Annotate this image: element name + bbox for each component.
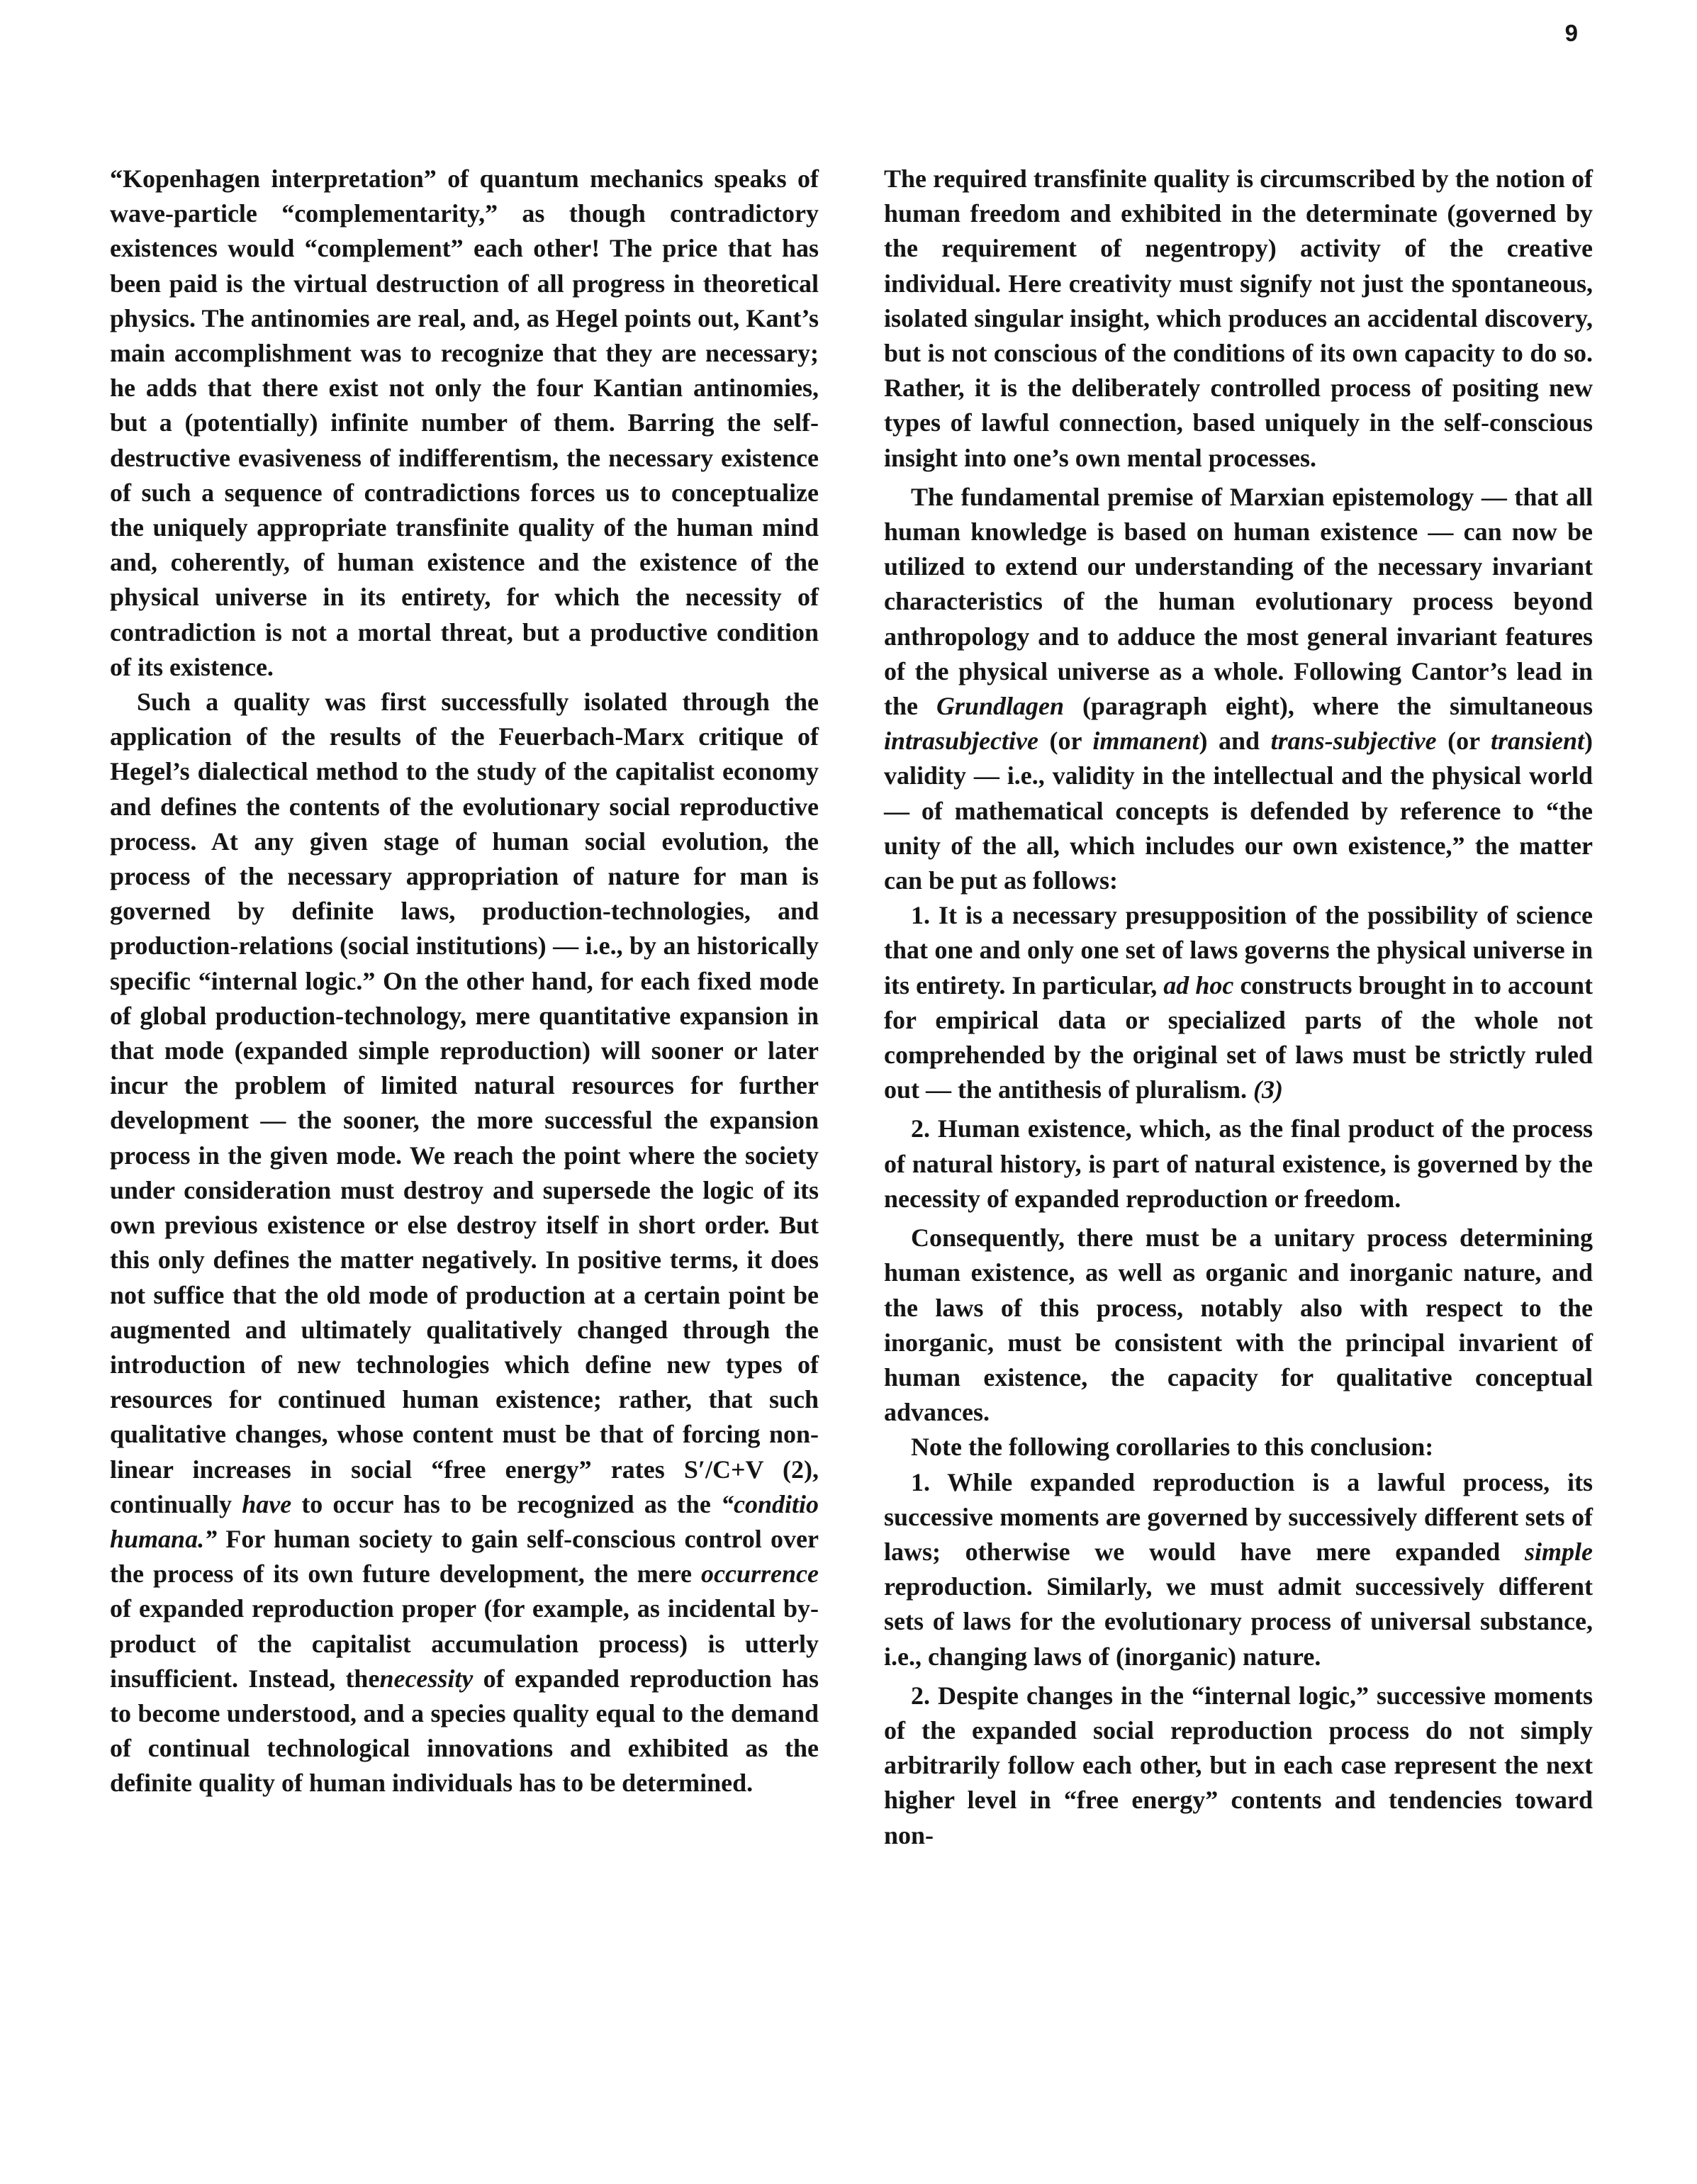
- paragraph: [110, 685, 819, 1801]
- text-run: ) validity — i.e., validity in the intellectual and the physical world — of mathematical concepts is defended by reference to “the unity of the all, which includes our own existence,” the matter can be put as follows:: [884, 727, 1594, 895]
- text-run: Such a quality was first successfully isolated through the application of the results of the Feuerbach-Marx critique of Hegel’s dialectical method to the study of the capitalist economy and defines the contents of the evolutionary social reproductive process. At any given stage of human social evolution, the process of the necessary appropriation of nature for man is governed by definite laws, production-technologies, and production-relations (social institutions) — i.e., by an historically specific “internal logic.” On the other hand, for each fixed mode of global production-technology, mere quantitative expansion in that mode (expanded simple reproduction) will sooner or later incur the problem of limited natural resources for further development — the sooner, the more successful the expansion process in the given mode. We reach the point where the society under consideration must destroy and supersede the logic of its own previous existence or else destroy itself in short order. But this only defines the matter negatively. In positive terms, it does not suffice that the old mode of production at a certain point be augmented and ultimately qualitatively changed through the introduction of new technologies which define new types of resources for continued human existence; rather, that such qualitative changes, whose content must be that of forcing non-linear increases in social “free energy” rates S′/C+V (2), continually: [110, 688, 819, 1518]
- text-run: to occur has to be recognized as the: [301, 1489, 711, 1518]
- emphasis: Grundlagen: [936, 692, 1064, 721]
- citation: (3): [1253, 1075, 1284, 1104]
- text-run: of expanded reproduction has to become understood, and a species quality equal to the demand of continual technological innovations and exhibited as the definite quality of human individuals has to be determined.: [110, 1664, 819, 1798]
- text-run: (or: [1447, 727, 1480, 756]
- text-run: (paragraph eight), where the simultaneous: [1082, 692, 1594, 721]
- right-column: [884, 162, 1593, 1853]
- paragraph: [884, 1465, 1593, 1674]
- emphasis: trans-subjective: [1270, 727, 1437, 756]
- emphasis: necessity: [379, 1664, 474, 1693]
- emphasis: transient: [1490, 727, 1585, 756]
- text-run: 1. While expanded reproduction is a lawful process, its successive moments are governed by successively different sets of laws; otherwise we would have mere expanded: [884, 1467, 1593, 1566]
- paragraph: 2. Human existence, which, as the final product of the process of natural history, is part of natural existence, is governed by the necessity of expanded reproduction or freedom.: [884, 1114, 1593, 1213]
- emphasis: immanent: [1092, 727, 1199, 756]
- paragraph: 2. Despite changes in the “internal logic,” successive moments of the expanded social reproduction process do not simply arbitrarily follow each other, but in each case represent the next higher level in “free energy” contents and tendencies toward non-: [884, 1681, 1593, 1849]
- text-run: (or: [1049, 727, 1082, 756]
- emphasis: simple: [1525, 1537, 1593, 1566]
- emphasis: ad hoc: [1163, 970, 1234, 999]
- text-run: The fundamental premise of Marxian epistemology — that all human knowledge is based on human existence — can now be utilized to extend our understanding of the necessary invariant characteristics of the human evolutionary process beyond anthropology and to adduce the most general invariant features of the physical universe as a whole. Following Cantor’s lead in the: [884, 482, 1593, 721]
- paragraph: [884, 898, 1593, 1107]
- paragraph: [884, 480, 1593, 898]
- page-number: 9: [1564, 20, 1578, 46]
- paragraph: Note the following corollaries to this conclusion:: [911, 1433, 1434, 1462]
- paragraph: The required transfinite quality is circumscribed by the notion of human freedom and exhibited in the determinate (governed by the requirement of negentropy) activity of the creative individual. Here creativity must signify not just the spontaneous, isolated singular insight, which produces an accidental discovery, but is not conscious of the conditions of its own capacity to do so. Rather, it is the deliberately controlled process of positing new types of lawful connection, based uniquely in the self-conscious insight into one’s own mental processes.: [884, 164, 1593, 472]
- text-run: ) and: [1199, 727, 1260, 756]
- text-run: of expanded reproduction proper (for example, as incidental by-product of the capitalist accumulation process) is utterly insufficient. Instead, the: [110, 1594, 819, 1693]
- emphasis: occurrence: [701, 1559, 819, 1589]
- text-run: 1. It is a necessary presupposition of the possibility of science that one and only one set of laws governs the physical universe in its entirety. In particular,: [884, 901, 1593, 999]
- text-run: reproduction. Similarly, we must admit successively different sets of laws for the evolutionary process of universal substance, i.e., changing laws of (inorganic) nature.: [884, 1572, 1593, 1671]
- text-run: For human society to gain self-conscious control over the process of its own future development, the mere: [110, 1524, 819, 1589]
- paragraph: Consequently, there must be a unitary process determining human existence, as well as organic and inorganic nature, and the laws of this process, notably also with respect to the inorganic, must be consistent with the principal invarient of human existence, the capacity for qualitative conceptual advances.: [884, 1223, 1593, 1427]
- left-column: [110, 162, 819, 1801]
- text-run: constructs brought in to account for empirical data or specialized parts of the whole not comprehended by the original set of laws must be strictly ruled out — the antithesis of pluralism.: [884, 970, 1594, 1104]
- paragraph: “Kopenhagen interpretation” of quantum mechanics speaks of wave-particle “complementarity,” as though contradictory existences would “complement” each other! The price that has been paid is the virtual destruction of all progress in theoretical physics. The antinomies are real, and, as Hegel points out, Kant’s main accomplishment was to recognize that they are necessary; he adds that there exist not only the four Kantian antinomies, but a (potentially) infinite number of them. Barring the self-destructive evasiveness of indifferentism, the necessary existence of such a sequence of contradictions forces us to conceptualize the uniquely appropriate transfinite quality of the human mind and, coherently, of human existence and the existence of the physical universe in its entirety, for which the necessity of contradiction is not a mortal threat, but a productive condition of its existence.: [110, 164, 819, 681]
- emphasis: have: [242, 1489, 292, 1518]
- emphasis: “conditio humana.”: [110, 1489, 819, 1553]
- emphasis: intrasubjective: [884, 727, 1038, 756]
